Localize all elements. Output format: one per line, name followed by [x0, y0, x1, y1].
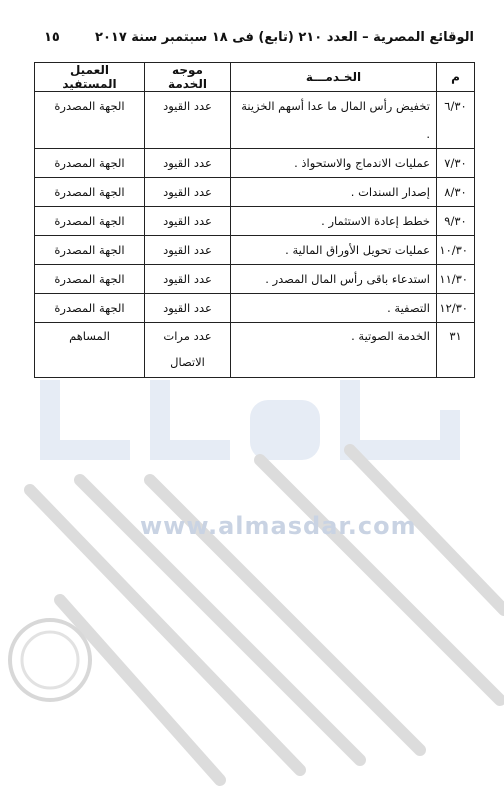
row-directed-to: عدد القيود — [145, 265, 231, 294]
watermark-graphic — [0, 370, 504, 800]
row-number: ٦/٣٠ — [437, 92, 475, 149]
col-header-directed-to: موجه الخدمة — [145, 63, 231, 92]
row-service: تخفيض رأس المال ما عدا أسهم الخزينة . — [231, 92, 437, 149]
row-number: ١١/٣٠ — [437, 265, 475, 294]
table-row — [35, 236, 475, 265]
row-beneficiary: الجهة المصدرة — [35, 207, 145, 236]
row-beneficiary: الجهة المصدرة — [35, 265, 145, 294]
col-header-number: م — [437, 63, 475, 92]
table-row — [35, 294, 475, 323]
row-number: ١٠/٣٠ — [437, 236, 475, 265]
row-directed-to: عدد القيود — [145, 178, 231, 207]
table-row — [35, 178, 475, 207]
page-number: ١٥ — [44, 30, 60, 45]
table-row — [35, 92, 475, 149]
row-directed-to: عدد القيود — [145, 236, 231, 265]
row-beneficiary: المساهم — [35, 323, 145, 378]
row-number: ٨/٣٠ — [437, 178, 475, 207]
row-number: ٣١ — [437, 323, 475, 378]
page-header — [34, 30, 474, 54]
col-header-beneficiary: العميل المستفيد — [35, 63, 145, 92]
table-header-row — [35, 63, 475, 92]
table-row — [35, 323, 475, 378]
table-row — [35, 207, 475, 236]
row-directed-to: عدد مرات الاتصال — [145, 323, 231, 378]
row-beneficiary: الجهة المصدرة — [35, 149, 145, 178]
row-number: ١٢/٣٠ — [437, 294, 475, 323]
services-table — [34, 62, 475, 378]
row-service: التصفية . — [231, 294, 437, 323]
row-service: عمليات تحويل الأوراق المالية . — [231, 236, 437, 265]
row-service: استدعاء باقى رأس المال المصدر . — [231, 265, 437, 294]
row-number: ٧/٣٠ — [437, 149, 475, 178]
table-row — [35, 149, 475, 178]
row-service: الخدمة الصوتية . — [231, 323, 437, 378]
row-service: إصدار السندات . — [231, 178, 437, 207]
row-beneficiary: الجهة المصدرة — [35, 294, 145, 323]
row-beneficiary: الجهة المصدرة — [35, 92, 145, 149]
watermark-url: www.almasdar.com — [140, 512, 417, 540]
gazette-title: الوقائع المصرية – العدد ٢١٠ (تابع) فى ١٨ سبتمبر سنة ٢٠١٧ — [95, 30, 474, 45]
row-beneficiary: الجهة المصدرة — [35, 178, 145, 207]
row-number: ٩/٣٠ — [437, 207, 475, 236]
row-service: عمليات الاندماج والاستحواذ . — [231, 149, 437, 178]
row-service: خطط إعادة الاستثمار . — [231, 207, 437, 236]
col-header-service: الخـدمـــة — [231, 63, 437, 92]
row-directed-to: عدد القيود — [145, 92, 231, 149]
row-directed-to: عدد القيود — [145, 149, 231, 178]
table-row — [35, 265, 475, 294]
row-directed-to: عدد القيود — [145, 294, 231, 323]
row-beneficiary: الجهة المصدرة — [35, 236, 145, 265]
row-directed-to: عدد القيود — [145, 207, 231, 236]
watermark — [0, 370, 504, 800]
